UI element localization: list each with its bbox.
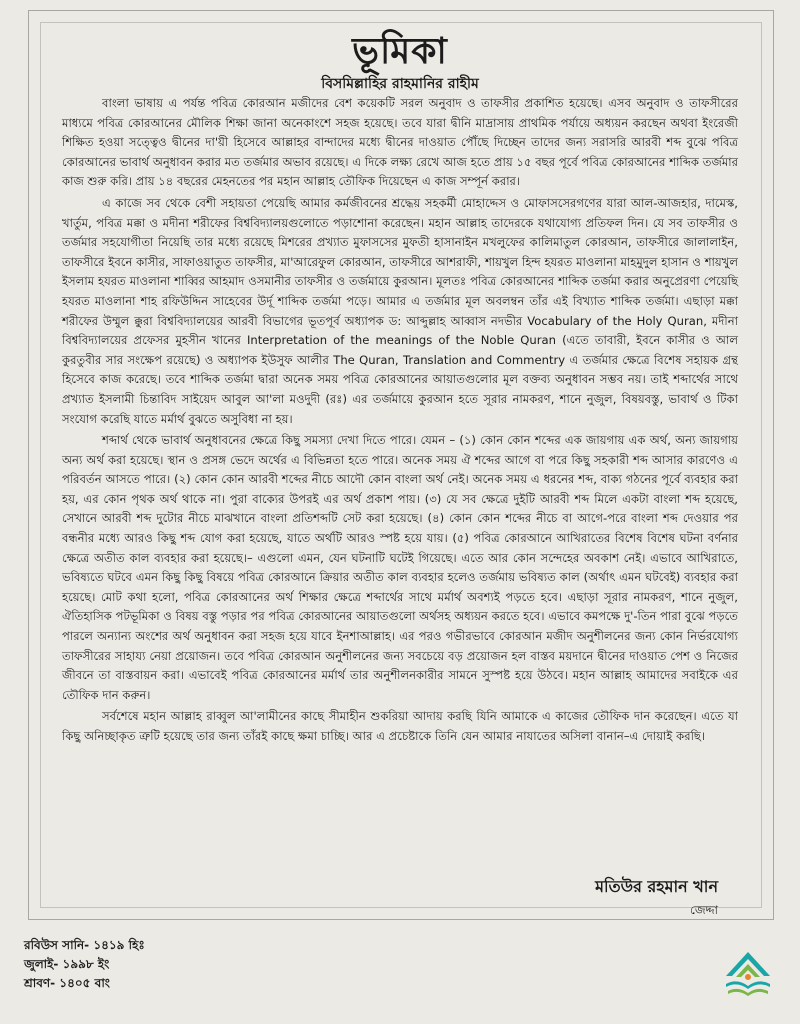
preface-body: [62, 94, 738, 749]
publisher-logo-icon: [718, 946, 778, 1006]
author-signature: মতিউর রহমান খান: [595, 877, 718, 896]
date-block: [24, 936, 145, 993]
date-bangla: শ্রাবণ- ১৪০৫ বাং: [24, 976, 110, 990]
page-title: ভূমিকা: [352, 31, 448, 72]
bismillah-heading: বিসমিল্লাহির রাহমানির রাহীম: [321, 76, 479, 92]
paragraph-4: সর্বশেষে মহান আল্লাহ রাব্বুল আ'লামীনের কাছে সীমাহীন শুকরিয়া আদায় করছি যিনি আমাকে এ কাজের তৌফিক দান করেছেন। এতে যা কিছু অনিচ্ছাকৃত ত্রুটি হয়েছে তার জন্য তাঁরই কাছে ক্ষমা চাচ্ছি। আর এ প্রচেষ্টাকে তিনি যেন আমার নাযাতের অসিলা বানান–এ দোয়াই করছি।: [62, 709, 738, 743]
date-gregorian: জুলাই- ১৯৯৮ ইং: [24, 957, 110, 971]
author-place: জেদ্দা: [690, 903, 718, 917]
date-hijri: রবিউস সানি- ১৪১৯ হিঃ: [24, 938, 145, 952]
paragraph-2: এ কাজে সব থেকে বেশী সহায়তা পেয়েছি আমার কর্মজীবনের শ্রদ্ধেয় সহকর্মী মোহাদ্দেস ও মোফাসসেরগণের যারা আল-আজহার, দামেস্ক, খার্তুম, পবিত্র মক্কা ও মদীনা শরীফের বিশ্ববিদ্যালয়গুলোতে পড়াশোনা করেছেন। মহান আল্লাহ তাদেরকে যথাযোগ্য প্রতিফল দিন। যে সব তাফসীর ও তর্জমার সহযোগীতা নিয়েছি তার মধ্যে রয়েছে মিশরের প্রখ্যাত মুফাসসের মুফতী হাসানাইন মখলুফের কালিমাতুল কোরআন, তাফসীরে জালালাইন, তাফসীরে ইবনে কাসীর, সাফাওয়াতুত তাফসীর, মা'আরেফুল কোরআন, তাফসীরে আশরাফী, শায়খুল হিন্দ হযরত মাওলানা মাহমুদুল হাসান ও শায়খুল ইসলাম হযরত মাওলানা শাব্বির আহমাদ ওসমানীর তাফসীর ও তর্জমায়ে কুরআন। মূলতঃ পবিত্র কোরআনের শাব্দিক তর্জমা করার অনুপ্রেরণা পেয়েছি হযরত মাওলানা শাহ রফিউদ্দিন সাহেবের উর্দূ শাব্দিক তর্জমা পড়ে। আমার এ তর্জমার মূল অবলম্বন তাঁর এই বিখ্যাত শাব্দিক তর্জমা। এছাড়া মক্কা শরীফের উম্মুল ক্কুরা বিশ্ববিদ্যালয়ের আরবী বিভাগের ভূতপূর্ব অধ্যাপক ড: আব্দুল্লাহ আব্বাস নদভীর Vocabulary of the Holy Quran, মদীনা বিশ্ববিদ্যালয়ের প্রফেসর মুহসীন খানের Interpretation of the meanings of the Noble Quran (এতে তাবারী, ইবনে কাসীর ও আল কুরতুবীর সার সংক্ষেপ রয়েছে) ও অধ্যাপক ইউসুফ আলীর The Quran, Translation and Commentry এ তর্জমার ক্ষেত্রে বিশেষ সহায়ক গ্রন্থ হিসেবে কাজ করেছে। তবে শাব্দিক তর্জমা দ্বারা অনেক সময় পবিত্র কোরআনের আয়াতগুলোর মূল বক্তব্য অনুধাবন সম্ভব নয়। তাই শব্দার্থের সাথে প্রখ্যাত ইসলামী চিন্তাবিদ সাইয়েদ আবুল আ'লা মওদুদী (রঃ) এর তর্জমায়ে কুরআন হতে সূরার নামকরণ, শানে নুজুল, বিষয়বস্তু, ভাবার্থ ও টিকা সংযোগ করেছি যাতে মর্মার্থ বুঝতে অসুবিধা না হয়।: [62, 195, 738, 426]
paragraph-1: বাংলা ভাষায় এ পর্যন্ত পবিত্র কোরআন মজীদের বেশ কয়েকটি সরল অনুবাদ ও তাফসীর প্রকাশিত হয়েছে। এসব অনুবাদ ও তাফসীরের মাধ্যমে পবিত্র কোরআনের মৌলিক শিক্ষা জানা অনেকাংশে সহজ হয়েছে। তবে যারা দ্বীনি মাদ্রাসায় প্রাথমিক পর্যায়ে অধ্যয়ন করছেন অথবা ইংরেজী শিক্ষিত হওয়া সত্ত্বেও দ্বীনের দা'য়ী হিসেবে আল্লাহর বান্দাদের মধ্যে দ্বীনের দাওয়াত পৌঁছে দিচ্ছেন তাদের জন্য সরাসরি আরবী শব্দ বুঝে পবিত্র কোরআনের ভাবার্থ অনুধাবন করার মত তর্জমার অভাব রয়েছে। এ দিকে লক্ষ্য রেখে আজ হতে প্রায় ১৫ বছর পূর্বে পবিত্র কোরআনের শাব্দিক তর্জমার কাজ শুরু করি। প্রায় ১৪ বছরের মেহনতের পর মহান আল্লাহ তৌফিক দিয়েছেন এ কাজ সম্পূর্ন করার।: [62, 96, 738, 189]
paragraph-3: শব্দার্থ থেকে ভাবার্থ অনুধাবনের ক্ষেত্রে কিছু সমস্যা দেখা দিতে পারে। যেমন – (১) কোন কোন শব্দের এক জায়গায় এক অর্থ, অন্য জায়গায় অন্য অর্থ করা হয়েছে। স্থান ও প্রসঙ্গ ভেদে অর্থের এ বিভিন্নতা হতে পারে। অনেক সময় ঐ শব্দের আগে বা পরে কিছু সহকারী শব্দ আসার কারণেও এ পরিবর্তন আসতে পারে। (২) কোন কোন আরবী শব্দের নীচে আদৌ কোন বাংলা অর্থ নেই। অনেক সময় এ ধরনের শব্দ, বাক্য গঠনের পূর্বে ব্যবহার করা হয়, এর কোন পৃথক অর্থ থাকে না। পুরা বাক্যের উপরই এর অর্থ প্রকাশ পায়। (৩) যে সব ক্ষেত্রে দুইটি আরবী শব্দ মিলে একটা বাংলা শব্দ হয়েছে, সেখানে আরবী শব্দ দুটোর নীচে মাঝখানে বাংলা প্রতিশব্দটি সেট করা হয়েছে। (৪) কোন কোন শব্দের নীচে বা আগে-পরে বাংলা শব্দ দেওয়ার পর বন্ধনীর মধ্যে আরও কিছু শব্দ যোগ করা হয়েছে, যাতে অর্থটি আরও স্পষ্ট হয়ে যায়। (৫) পবিত্র কোরআনে আখিরাতের বিশেষ বিশেষ ঘটনা বর্ণনার ক্ষেত্রে অতীত কাল ব্যবহার করা হয়েছে।– এগুলো এমন, যেন ঘটনাটি ঘটেই গিয়েছে। এতে আর কোন সন্দেহের অবকাশ নেই। এভাবে আখিরাতে, ভবিষ্যতে ঘটবে এমন কিছু কিছু বিষয়ে পবিত্র কোরআনে ক্রিয়ার অতীত কাল ব্যবহার হলেও তর্জমায় ভবিষ্যত কাল (অর্থাৎ এমন ঘটবেই) ব্যবহার করা হয়েছে। মোট কথা হলো, পবিত্র কোরআনের অর্থ শিক্ষার ক্ষেত্রে শব্দার্থের সাথে মর্মার্থ অবশ্যই পড়তে হবে। এছাড়া সূরার নামকরণ, শানে নুজুল, ঐতিহাসিক পটভূমিকা ও বিষয় বস্তু পড়ার পর পবিত্র কোরআনের আয়াতগুলো অর্থসহ অধ্যয়ন করতে হবে। এভাবে কমপক্ষে দু'-তিন পারা বুঝে পড়তে পারলে অন্যান্য অংশের অর্থ অনুধাবন করা সহজ হয়ে যাবে ইনশাআল্লাহ। এর পরও গভীরভাবে কোরআন মজীদ অনুশীলনের জন্য কোন নির্ভরযোগ্য তাফসীরের সাহায্য নেয়া প্রয়োজন। তবে পবিত্র কোরআন অনুশীলনের জন্য সবচেয়ে বড় প্রয়োজন হল বাস্তব ময়দানে দ্বীনের দাওয়াত পেশ ও নিজের জীবনে তা বাস্তবায়ন করা। এভাবেই পবিত্র কোরআনের মর্মার্থ তার অনুশীলনকারীর সামনে সুস্পষ্ট হয়ে উঠবে। মহান আল্লাহ আমাদের সবাইকে এর তৌফিক দান করুন।: [62, 433, 738, 702]
